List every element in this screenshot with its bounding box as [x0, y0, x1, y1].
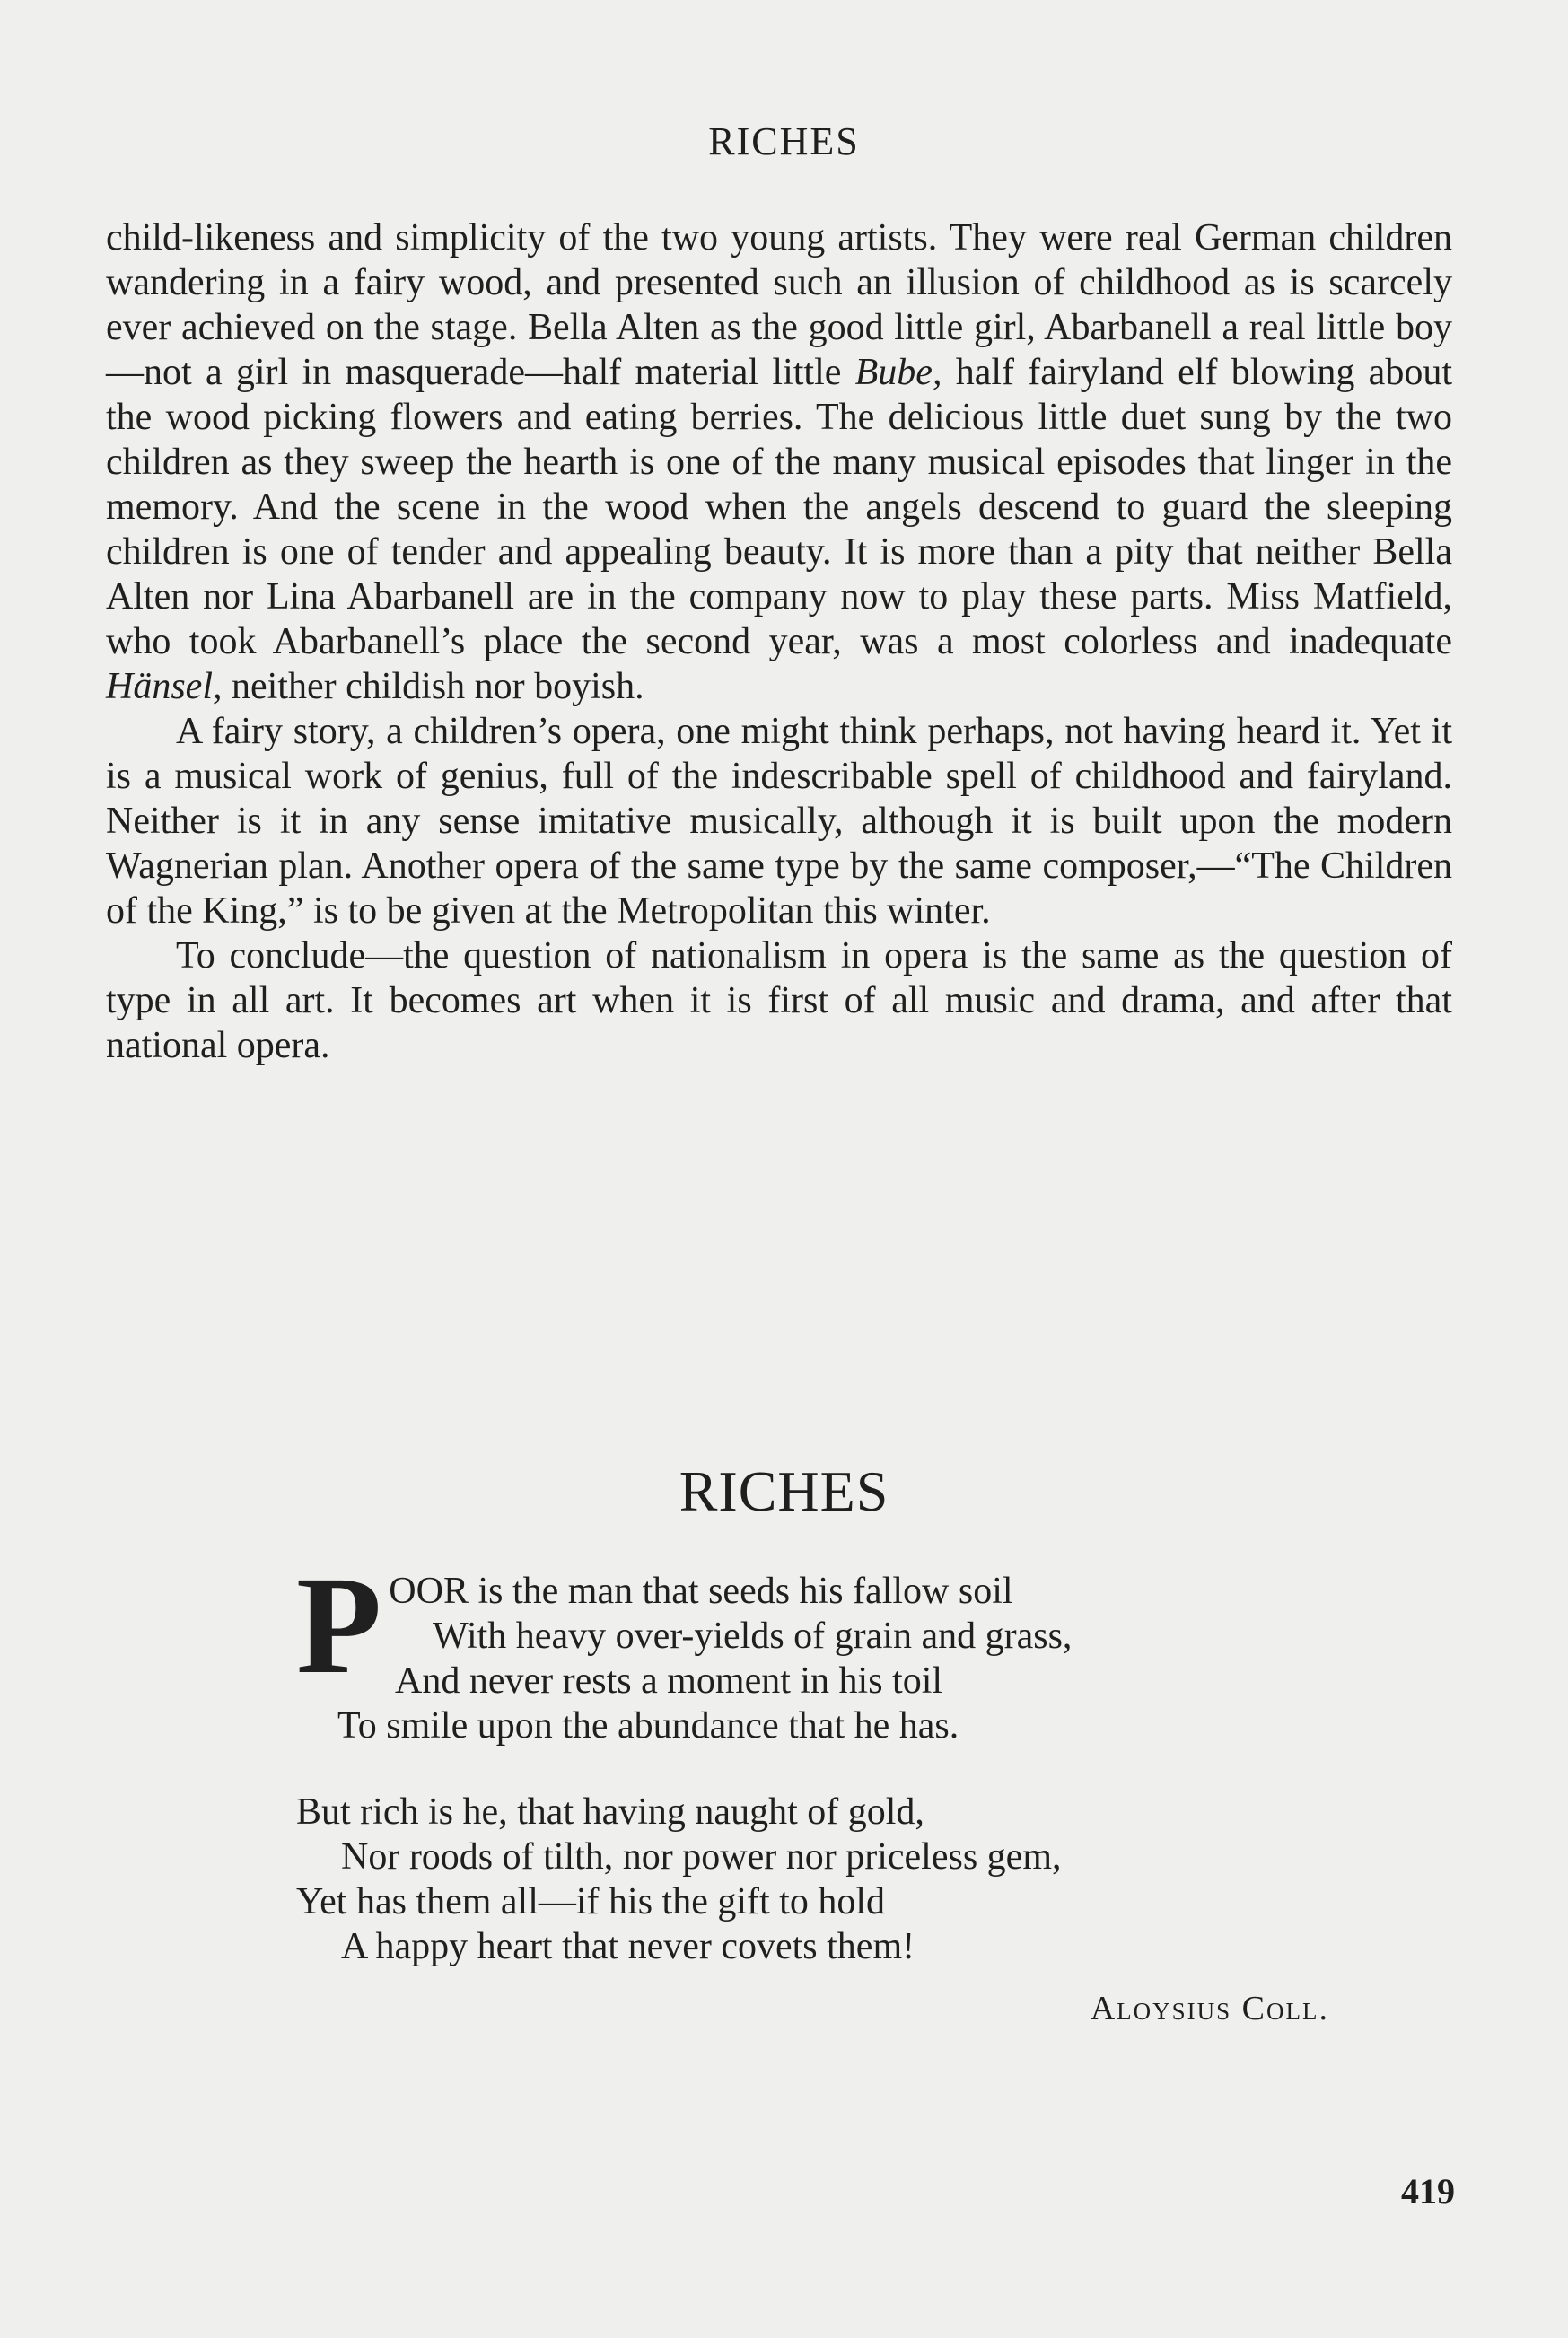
paragraph-1-text-b: half fairyland elf blowing about the wood picking flowers and eating berries. The delicious little duet sung by the two children as they sweep the hearth is one of the many musical episodes that linger in the memory. And the scene in the wood when the angels descend to guard the sleeping children is one of tender and appealing beauty. It is more than a pity that neither Bella Alten nor Lina Abarbanell are in the company now to play these parts. Miss Matfield, who took Abarbanell’s place the second year, was a most colorless and inadequate [106, 352, 1452, 662]
poem-line: A happy heart that never covets them! [341, 1926, 915, 1967]
poem-line: With heavy over-yields of grain and grass, [433, 1616, 1073, 1657]
poem-line: OOR is the man that seeds his fallow soil [389, 1571, 1013, 1612]
paragraph-3: To conclude—the question of nationalism in opera is the same as the question of type in all art. It becomes art when it is first of all music and drama, and after that national opera. [106, 935, 1452, 1066]
poem-stanza-2 [296, 1790, 1373, 1969]
paragraph-1-text-a: child-likeness and simplicity of the two young artists. They were real German children wandering in a fairy wood, and presented such an illusion of childhood as is scarcely ever achieved on the stage. Bella Alten as the good little girl, Abarbanell a real little boy—not a girl in masquerade—half material little [106, 217, 1452, 393]
poem-line: Nor roods of tilth, nor power nor priceless gem, [341, 1836, 1062, 1878]
article-body [106, 215, 1452, 1068]
poem-line: To smile upon the abundance that he has. [337, 1705, 959, 1747]
italic-hansel: Hänsel, [106, 666, 223, 707]
paragraph-1 [106, 215, 1452, 709]
poem-line: Yet has them all—if his the gift to hold [296, 1881, 886, 1922]
paragraph-1-text-c: neither childish nor boyish. [222, 666, 644, 707]
drop-cap: P [296, 1547, 382, 1703]
poem-stanza-1 [296, 1547, 1373, 1748]
poem-title: RICHES [679, 1459, 889, 1523]
italic-bube: Bube, [854, 352, 942, 393]
poem [296, 1547, 1373, 2010]
running-head: RICHES [708, 119, 860, 163]
poem-line: But rich is he, that having naught of gold, [296, 1791, 924, 1833]
page-number: 419 [1401, 2171, 1455, 2211]
paragraph-2: A fairy story, a children’s opera, one might think perhaps, not having heard it. Yet it is a musical work of genius, full of the indescribable spell of childhood and fairyland. Neither is it in any sense imitative musically, although it is built upon the modern Wagnerian plan. Another opera of the same type by the same composer,—“The Children of the King,” is to be given at the Metropolitan this winter. [106, 711, 1452, 932]
poem-author: Aloysius Coll. [1090, 1990, 1329, 2027]
poem-line: And never rests a moment in his toil [395, 1660, 943, 1702]
